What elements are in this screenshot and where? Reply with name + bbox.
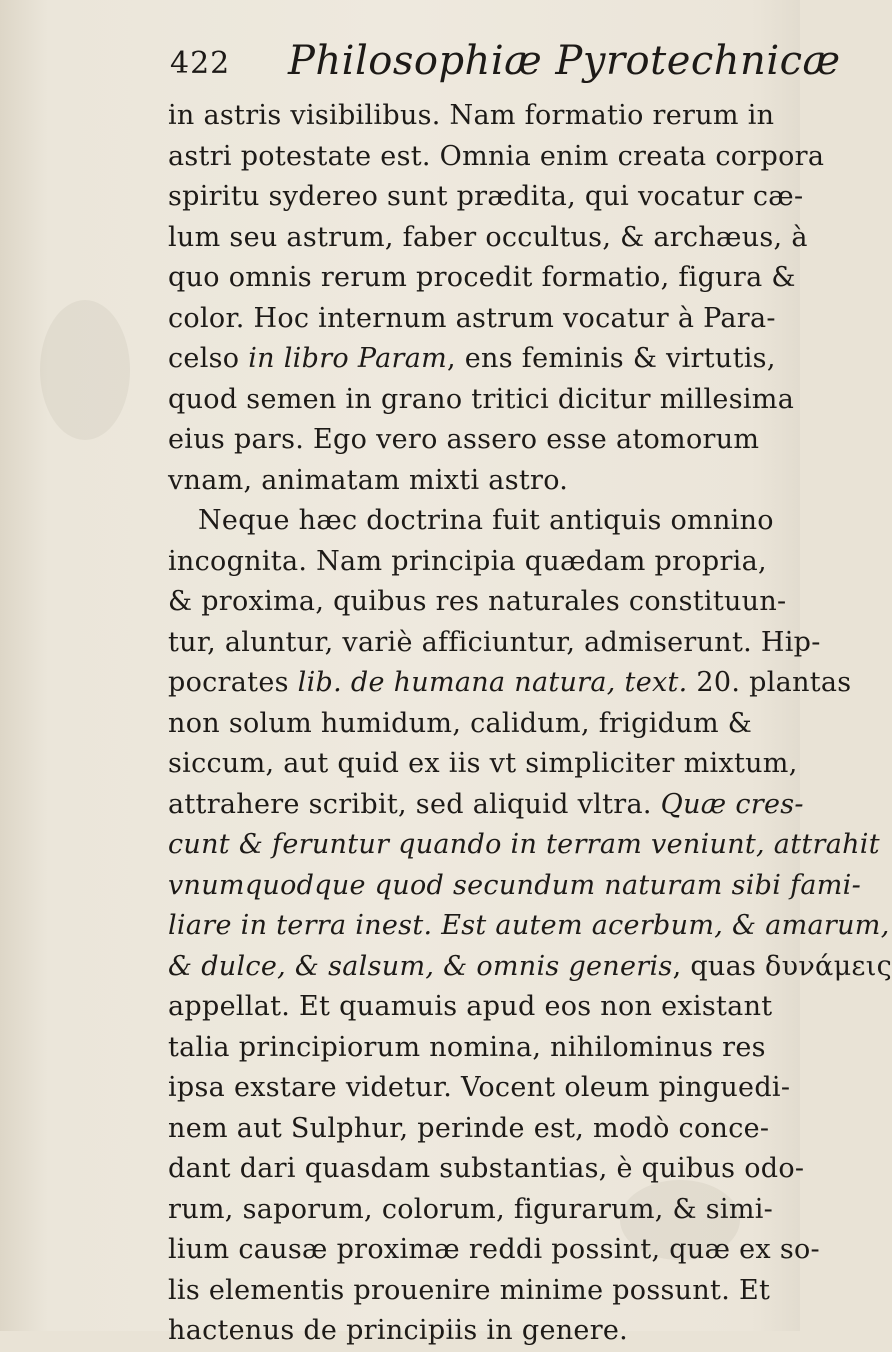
text-line: siccum, aut quid ex iis vt simpliciter mixtum, <box>168 748 798 779</box>
text-line: Neque hæc doctrina fuit antiquis omnino <box>198 505 774 536</box>
page-number: 422 <box>170 46 231 81</box>
text-line <box>168 663 852 704</box>
text-line: lis elementis prouenire minime possunt. Et <box>168 1274 771 1306</box>
text-segment: lib. de humana natura, text. <box>297 667 688 698</box>
text-line: spiritu sydereo sunt prædita, qui vocatur cæ- <box>168 181 804 212</box>
text-segment: pocrates <box>168 667 298 698</box>
text-line: vnam, animatam mixti astro. <box>168 464 569 496</box>
text-segment: 20. plantas <box>687 667 852 698</box>
text-line: lum seu astrum, faber occultus, & archæus, à <box>168 221 808 253</box>
text-line: color. Hoc internum astrum vocatur à Para- <box>168 302 776 334</box>
text-line: rum, saporum, colorum, figurarum, & simi- <box>168 1193 774 1225</box>
text-segment: attrahere scribit, sed aliquid vltra. <box>168 788 661 820</box>
page-header <box>170 38 841 100</box>
text-segment: Quæ cres- <box>660 788 804 820</box>
text-line: dant dari quasdam substantias, è quibus odo- <box>168 1153 805 1184</box>
text-segment: in libro Param <box>248 343 447 374</box>
text-segment: , quas δυνάμεις <box>672 950 892 982</box>
text-line: vnumquodque quod secundum naturam sibi fami- <box>168 869 862 901</box>
text-line <box>168 947 892 988</box>
text-line: ipsa exstare videtur. Vocent oleum pinguedi- <box>168 1072 791 1103</box>
text-line: eius pars. Ego vero assero esse atomorum <box>168 424 760 455</box>
text-line: quo omnis rerum procedit formatio, figura & <box>168 262 796 293</box>
text-line: cunt & feruntur quando in terram veniunt, attrahit <box>168 829 880 860</box>
text-line: hactenus de principiis in genere. <box>168 1315 629 1346</box>
text-line: quod semen in grano tritici dicitur millesima <box>168 383 795 415</box>
text-segment: , ens feminis & virtutis, <box>447 343 776 374</box>
text-segment: & dulce, & salsum, & omnis generis <box>168 950 673 982</box>
text-line: astri potestate est. Omnia enim creata corpora <box>168 140 825 172</box>
text-line <box>168 339 778 380</box>
text-line: & proxima, quibus res naturales constituun- <box>168 586 787 617</box>
paper-stain <box>40 300 130 440</box>
text-line: non solum humidum, calidum, frigidum & <box>168 707 753 739</box>
text-line: nem aut Sulphur, perinde est, modò conce- <box>168 1112 770 1144</box>
text-line: lium causæ proximæ reddi possint, quæ ex so- <box>168 1234 820 1265</box>
text-line: incognita. Nam principia quædam propria, <box>168 545 767 577</box>
running-title: Philosophiæ Pyrotechnicæ <box>288 38 841 84</box>
text-line: tur, aluntur, variè afficiuntur, admiserunt. Hip- <box>168 626 821 658</box>
text-line: appellat. Et quamuis apud eos non existant <box>168 991 773 1022</box>
text-line <box>168 785 804 826</box>
text-line: in astris visibilibus. Nam formatio rerum in <box>168 100 775 131</box>
body-text <box>168 96 892 1352</box>
text-line: liare in terra inest. Est autem acerbum, & amarum, <box>168 910 890 941</box>
text-line: talia principiorum nomina, nihilominus res <box>168 1031 766 1063</box>
text-segment: celso <box>168 343 249 374</box>
